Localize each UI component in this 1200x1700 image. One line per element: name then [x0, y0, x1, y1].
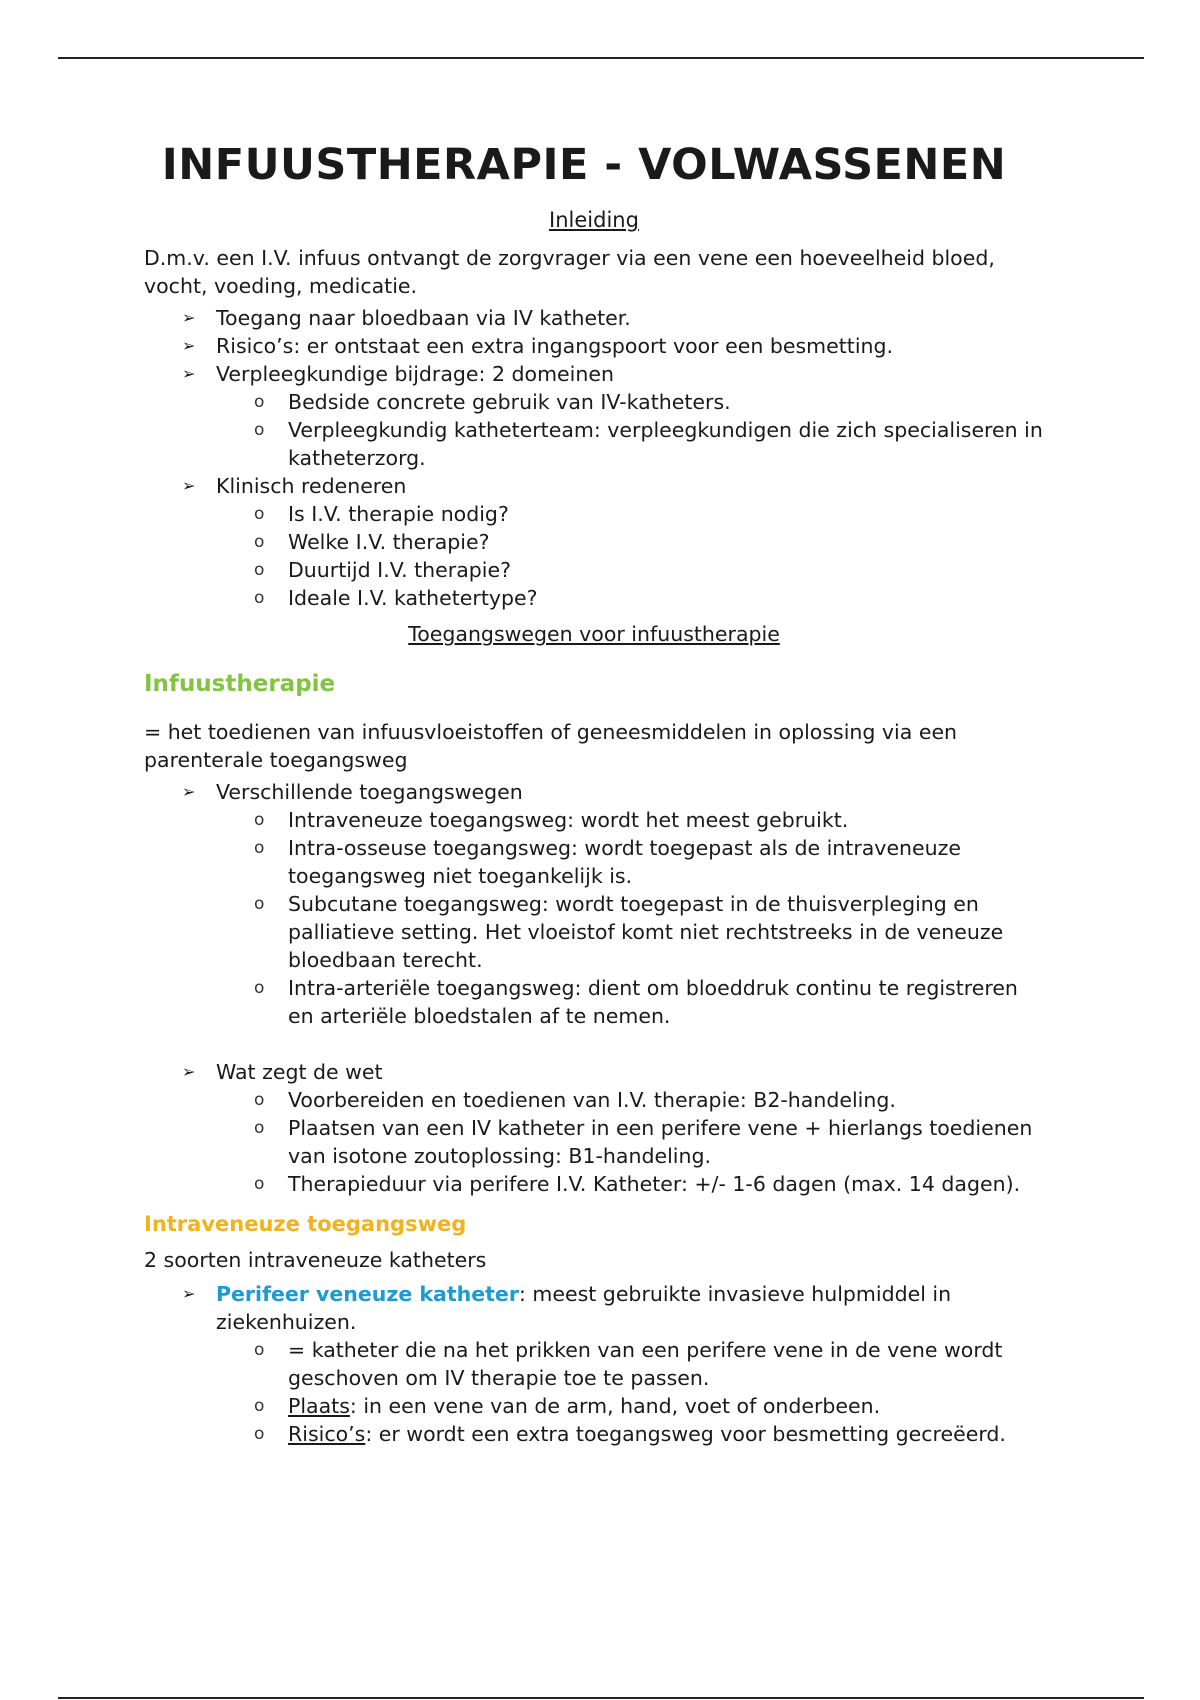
list-item: o Risico’s: er wordt een extra toegangsweg voor besmetting gecreëerd.: [254, 1422, 1006, 1446]
inleiding-list: [144, 304, 1044, 612]
arrow-bullet-icon: ➢: [182, 1062, 196, 1081]
verschillende-sublist: [216, 806, 1044, 1030]
klinisch-sublist: [216, 500, 1044, 612]
circle-bullet-icon: o: [254, 1424, 265, 1444]
list-item: o Voorbereiden en toedienen van I.V. therapie: B2-handeling.: [254, 1088, 896, 1112]
arrow-bullet-icon: ➢: [182, 1284, 196, 1303]
list-item: o Subcutane toegangsweg: wordt toegepast in de thuisverpleging en palliatieve setting. Het vloeistof komt niet rechtstreeks in de veneuze bloedbaan terecht.: [254, 892, 1004, 972]
wet-sublist: [216, 1086, 1044, 1198]
list-item: o Intraveneuze toegangsweg: wordt het meest gebruikt.: [254, 808, 849, 832]
list-item: ➢ Wat zegt de wet o Voorbereiden en toedienen van I.V. therapie: B2-handeling. o Plaatsen van een IV katheter in een perifere vene + hierlangs toedienen van isotone zoutoplossing: B1-handeling. o Therapieduur via perifere I.V. Katheter: +/- 1-6 dagen (max. 14 dagen).: [144, 1058, 1044, 1198]
list-item: o Plaatsen van een IV katheter in een perifere vene + hierlangs toedienen van isotone zoutoplossing: B1-handeling.: [254, 1116, 1033, 1168]
list-item: o = katheter die na het prikken van een perifere vene in de vene wordt geschoven om IV therapie toe te passen.: [254, 1338, 1003, 1390]
intraveneuze-list: [144, 1280, 1044, 1448]
page-title: INFUUSTHERAPIE - VOLWASSENEN: [161, 140, 1007, 190]
bijdrage-sublist: [216, 388, 1044, 472]
spacer: [216, 1030, 1044, 1058]
circle-bullet-icon: o: [254, 1340, 265, 1360]
list-item: ➢ Verschillende toegangswegen o Intraveneuze toegangsweg: wordt het meest gebruikt. o Intra-osseuse toegangsweg: wordt toegepast als de intraveneuze toegangsweg niet toegankelijk is. o Subcutane toegangsweg: wordt toegepast in de thuisverpleging en palliatieve setting. Het vloeistof komt niet rechtstreeks in de veneuze bloedbaan terecht. o Intra-arteriële toegangsweg: dient om bloeddruk continu te registreren en arteriële bloedstalen af te nemen.: [144, 778, 1044, 1058]
circle-bullet-icon: o: [254, 1174, 265, 1194]
list-item: o Welke I.V. therapie?: [254, 530, 490, 554]
pvk-label: Perifeer veneuze katheter: [216, 1282, 519, 1306]
list-item: ➢ Klinisch redeneren o Is I.V. therapie nodig? o Welke I.V. therapie? o Duurtijd I.V. therapie? o Ideale I.V. kathetertype?: [144, 472, 1044, 612]
circle-bullet-icon: o: [254, 560, 265, 580]
list-item: o Ideale I.V. kathetertype?: [254, 586, 538, 610]
list-item: ➢ Perifeer veneuze katheter: meest gebruikte invasieve hulpmiddel in ziekenhuizen. o = katheter die na het prikken van een perifere vene in de vene wordt geschoven om IV therapie toe te passen. o Plaats: in een vene van de arm, hand, voet of onderbeen. o Risico’s: er wordt een extra toegangsweg voor besmetting gecreëerd.: [144, 1280, 1044, 1448]
top-rule: [58, 57, 1144, 59]
list-item: o Verpleegkundig katheterteam: verpleegkundigen die zich specialiseren in katheterzorg.: [254, 418, 1043, 470]
circle-bullet-icon: o: [254, 504, 265, 524]
circle-bullet-icon: o: [254, 588, 265, 608]
circle-bullet-icon: o: [254, 1090, 265, 1110]
circle-bullet-icon: o: [254, 894, 265, 914]
circle-bullet-icon: o: [254, 1396, 265, 1416]
circle-bullet-icon: o: [254, 420, 265, 440]
bottom-rule: [58, 1697, 1144, 1699]
circle-bullet-icon: o: [254, 810, 265, 830]
inleiding-heading: Inleiding: [549, 208, 639, 232]
infuustherapie-definition: = het toedienen van infuusvloeistoffen of geneesmiddelen in oplossing via een parenterale toegangsweg: [144, 720, 958, 772]
list-item: o Duurtijd I.V. therapie?: [254, 558, 511, 582]
list-item: o Is I.V. therapie nodig?: [254, 502, 509, 526]
arrow-bullet-icon: ➢: [182, 782, 196, 801]
arrow-bullet-icon: ➢: [182, 336, 196, 355]
circle-bullet-icon: o: [254, 532, 265, 552]
arrow-bullet-icon: ➢: [182, 364, 196, 383]
document-page: [144, 140, 1044, 1448]
circle-bullet-icon: o: [254, 1118, 265, 1138]
circle-bullet-icon: o: [254, 838, 265, 858]
circle-bullet-icon: o: [254, 392, 265, 412]
arrow-bullet-icon: ➢: [182, 476, 196, 495]
toegangswegen-list: [144, 778, 1044, 1198]
arrow-bullet-icon: ➢: [182, 308, 196, 327]
list-item: ➢ Risico’s: er ontstaat een extra ingangspoort voor een besmetting.: [182, 334, 894, 358]
circle-bullet-icon: o: [254, 978, 265, 998]
toegangswegen-heading: Toegangswegen voor infuustherapie: [408, 622, 780, 646]
intraveneuze-intro: 2 soorten intraveneuze katheters: [144, 1248, 487, 1272]
list-item: o Therapieduur via perifere I.V. Katheter: +/- 1-6 dagen (max. 14 dagen).: [254, 1172, 1021, 1196]
list-item: o Intra-arteriële toegangsweg: dient om bloeddruk continu te registreren en arteriële bloedstalen af te nemen.: [254, 976, 1018, 1028]
list-item: o Plaats: in een vene van de arm, hand, voet of onderbeen.: [254, 1394, 881, 1418]
pvk-sublist: [216, 1336, 1044, 1448]
inleiding-intro: D.m.v. een I.V. infuus ontvangt de zorgvrager via een vene een hoeveelheid bloed, vocht, voeding, medicatie.: [144, 246, 995, 298]
intraveneuze-section-title: Intraveneuze toegangsweg: [144, 1212, 467, 1236]
list-item: o Bedside concrete gebruik van IV-katheters.: [254, 390, 731, 414]
infuustherapie-section-title: Infuustherapie: [144, 671, 336, 697]
list-item: ➢ Verpleegkundige bijdrage: 2 domeinen o Bedside concrete gebruik van IV-katheters. o Verpleegkundig katheterteam: verpleegkundigen die zich specialiseren in katheterzorg.: [182, 362, 1043, 470]
list-item: o Intra-osseuse toegangsweg: wordt toegepast als de intraveneuze toegangsweg niet toegankelijk is.: [254, 836, 962, 888]
list-item: ➢ Toegang naar bloedbaan via IV katheter.: [182, 306, 631, 330]
